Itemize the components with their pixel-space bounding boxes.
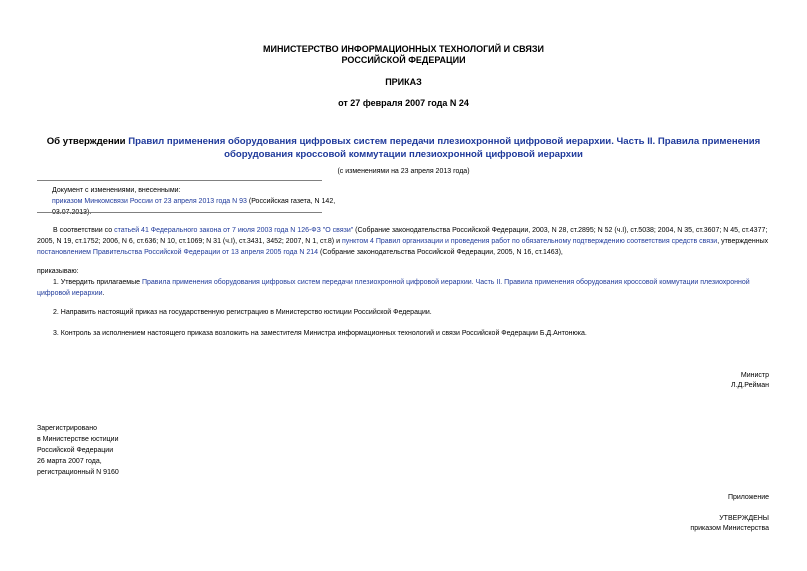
- preamble-text-3: , утвержденных: [717, 238, 769, 245]
- item1-prefix: 1. Утвердить прилагаемые: [53, 279, 142, 286]
- signature-position: Министр: [740, 372, 769, 379]
- title-rules-link[interactable]: Правил применения оборудования цифровых систем передачи плезиохронной цифровой иерархии. Часть II. Правила применения оборудования кроссовой коммутации плезиохронной цифровой иерархии: [128, 136, 761, 160]
- changes-box-label: Документ с изменениями, внесенными:: [52, 187, 181, 194]
- registration-line-4: 26 марта 2007 года,: [37, 458, 102, 465]
- registration-line-5: регистрационный N 9160: [37, 469, 119, 476]
- preamble-paragraph: [37, 225, 770, 258]
- government-decree-link[interactable]: постановлением Правительства Российской Федерации от 13 апреля 2005 года N 214: [37, 249, 319, 256]
- registration-line-2: в Министерстве юстиции: [37, 436, 119, 443]
- changes-box-top-divider: [37, 180, 322, 181]
- registration-block: [37, 423, 119, 478]
- changes-order-link[interactable]: приказом Минкомсвязи России от 23 апреля 2013 года N 93: [52, 198, 247, 205]
- order-item-3: 3. Контроль за исполнением настоящего приказа возложить на заместителя Министра информационных технологий и связи Российской Федерации Б.Д.Антонюка.: [53, 330, 587, 337]
- document-date: от 27 февраля 2007 года N 24: [338, 98, 469, 108]
- item1-rules-link[interactable]: Правила применения оборудования цифровых систем передачи плезиохронной цифровой иерархии. Часть II. Правила применения оборудования кроссовой коммутации плезиохронной цифровой иерархии: [37, 279, 750, 297]
- signature-name: Л.Д.Рейман: [731, 382, 769, 389]
- appendix-approved-by: приказом Министерства: [690, 525, 769, 532]
- changes-source: (Российская газета, N 142, 03.07.2013).: [52, 198, 336, 216]
- ministry-name-line1: МИНИСТЕРСТВО ИНФОРМАЦИОННЫХ ТЕХНОЛОГИЙ И СВЯЗИ: [263, 44, 544, 54]
- item1-suffix: .: [102, 290, 105, 297]
- preamble-text-4: (Собрание законодательства Российской Федерации, 2005, N 16, ст.1463),: [318, 249, 563, 256]
- document-title: [40, 135, 767, 161]
- appendix-label: Приложение: [727, 494, 769, 501]
- title-prefix: Об утверждении: [46, 136, 129, 147]
- registration-line-1: Зарегистрировано: [37, 425, 97, 432]
- changes-box-entry: [52, 196, 342, 218]
- amendments-note: (с изменениями на 23 апреля 2013 года): [337, 168, 470, 175]
- order-item-2: 2. Направить настоящий приказ на государственную регистрацию в Министерство юстиции Российской Федерации.: [53, 309, 432, 316]
- document-type: ПРИКАЗ: [385, 77, 422, 87]
- changes-box-bottom-divider: [37, 212, 322, 213]
- law-article-link[interactable]: статьей 41 Федерального закона от 7 июля 2003 года N 126-ФЗ "О связи": [114, 227, 354, 234]
- preamble-text-2: (Собрание законодательства Российской Федерации, 2003, N 28, ст.2895; N 52 (ч.I), ст.5038; 2004, N 35, ст.3607; N 45, ст.4377; 2005, N 19, ст.1752; 2006, N 6, ст.636; N 10, ст.1069; N 31 (ч.I), ст.3431, 3452; 2007, N 1, ст.8) и: [37, 227, 768, 245]
- order-item-1: [37, 277, 770, 299]
- registration-line-3: Российской Федерации: [37, 447, 114, 454]
- order-word: приказываю:: [37, 268, 79, 275]
- appendix-approved: УТВЕРЖДЕНЫ: [719, 515, 769, 522]
- preamble-text-1: В соответствии со: [53, 227, 115, 234]
- ministry-name-line2: РОССИЙСКОЙ ФЕДЕРАЦИИ: [341, 55, 466, 65]
- rules-item-link[interactable]: пунктом 4 Правил организации и проведения работ по обязательному подтверждению соответствия средств связи: [341, 238, 718, 245]
